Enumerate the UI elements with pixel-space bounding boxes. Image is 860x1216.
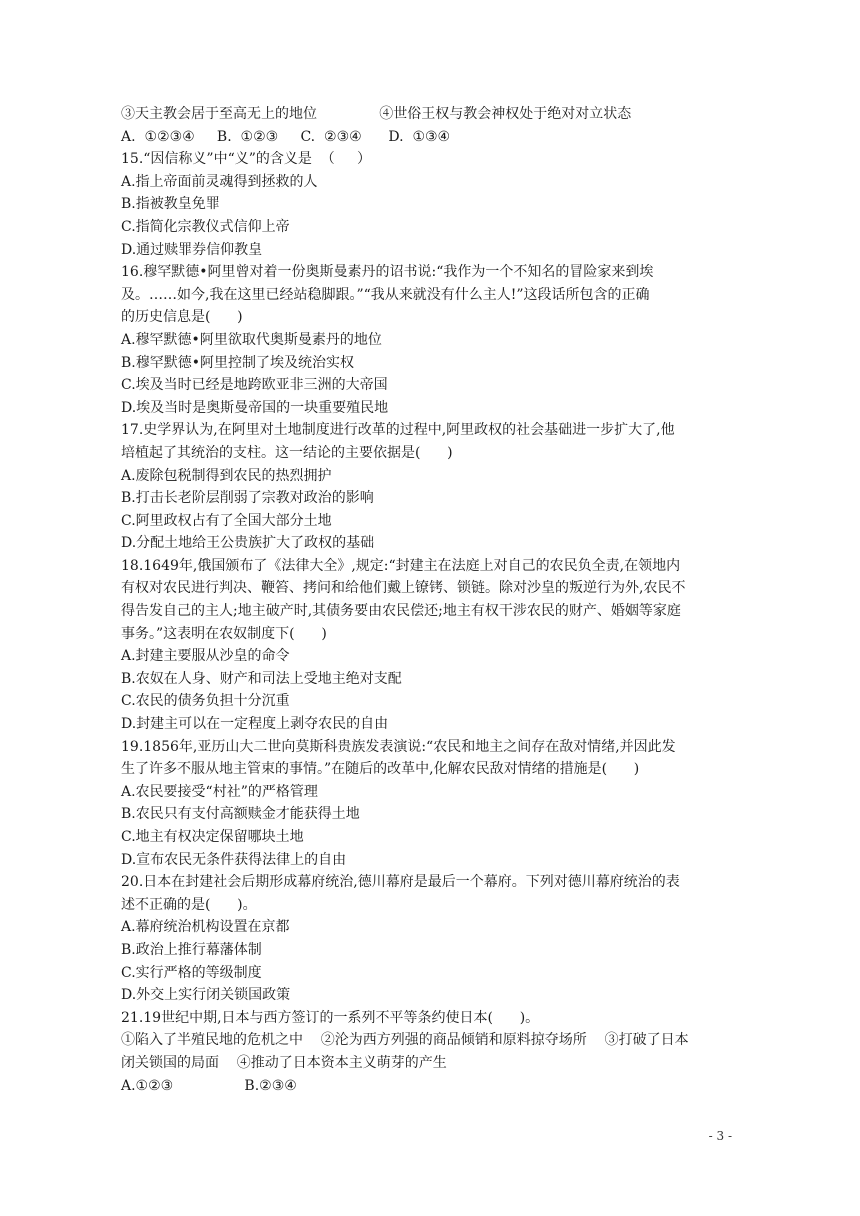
text-line: 及。……如今,我在这里已经站稳脚跟。”“我从来就没有什么主人!”这段话所包含的正确 bbox=[121, 286, 650, 303]
text-line: 16.穆罕默德•阿里曾对着一份奥斯曼素丹的诏书说:“我作为一个不知名的冒险家来到埃 bbox=[121, 264, 654, 281]
text-line: C.埃及当时已经是地跨欧亚非三洲的大帝国 bbox=[121, 377, 388, 394]
text-line: B.农奴在人身、财产和司法上受地主绝对支配 bbox=[121, 670, 402, 687]
text-line: A.封建主要服从沙皇的命令 bbox=[121, 648, 290, 665]
text-line: 的历史信息是( ) bbox=[121, 309, 243, 326]
text-line: 18.1649年,俄国颁布了《法律大全》,规定:“封建主在法庭上对自己的农民负全责,在领地内 bbox=[121, 557, 681, 574]
text-line: A.废除包税制得到农民的热烈拥护 bbox=[121, 467, 332, 484]
text-line: C.农民的债务负担十分沉重 bbox=[121, 693, 290, 710]
text-line: 17.史学界认为,在阿里对土地制度进行改革的过程中,阿里政权的社会基础进一步扩大了,他 bbox=[121, 422, 675, 439]
text-line: B.指被教皇免罪 bbox=[121, 196, 220, 213]
text-line: D.外交上实行闭关锁国政策 bbox=[121, 987, 291, 1004]
text-line: A.①②③ B.②③④ bbox=[121, 1077, 297, 1094]
text-line: 有权对农民进行判决、鞭笞、拷问和给他们戴上镣铐、锁链。除对沙皇的叛逆行为外,农民不 bbox=[121, 580, 686, 597]
text-line: A.农民要接受“村社”的严格管理 bbox=[121, 783, 318, 800]
text-line: 述不正确的是( )。 bbox=[121, 896, 257, 913]
text-line: A.指上帝面前灵魂得到拯救的人 bbox=[121, 173, 318, 190]
text-line: B.穆罕默德•阿里控制了埃及统治实权 bbox=[121, 354, 354, 371]
page-number: - 3 - bbox=[708, 1129, 732, 1143]
text-line: D.宣布农民无条件获得法律上的自由 bbox=[121, 851, 347, 868]
text-line: A. ①②③④ B. ①②③ C. ②③④ D. ①③④ bbox=[121, 128, 451, 145]
text-line: 19.1856年,亚历山大二世向莫斯科贵族发表演说:“农民和地主之间存在敌对情绪,并因此发 bbox=[121, 738, 676, 755]
text-line: A.幕府统治机构设置在京都 bbox=[121, 919, 290, 936]
text-line: C.指简化宗教仪式信仰上帝 bbox=[121, 218, 290, 235]
text-line: ③天主教会居于至高无上的地位 ④世俗王权与教会神权处于绝对对立状态 bbox=[121, 106, 632, 122]
text-line: 15.“因信称义”中“义”的含义是 （ ） bbox=[121, 151, 372, 168]
text-line: C.地主有权决定保留哪块土地 bbox=[121, 829, 304, 845]
text-line: 得告发自己的主人;地主破产时,其债务要由农民偿还;地主有权干涉农民的财产、婚姻等家庭 bbox=[121, 603, 681, 620]
text-line: 生了许多不服从地主管束的事情。”在随后的改革中,化解农民敌对情绪的措施是( ) bbox=[121, 761, 640, 778]
text-line: B.打击长老阶层削弱了宗教对政治的影响 bbox=[121, 490, 374, 507]
text-line: C.实行严格的等级制度 bbox=[121, 964, 262, 981]
text-line: D.分配土地给王公贵族扩大了政权的基础 bbox=[121, 535, 375, 552]
text-line: C.阿里政权占有了全国大部分土地 bbox=[121, 512, 332, 529]
text-line: B.农民只有支付高额赎金才能获得土地 bbox=[121, 806, 360, 823]
text-line: B.政治上推行幕藩体制 bbox=[121, 941, 262, 958]
question-text-body bbox=[121, 103, 741, 1097]
text-line: 21.19世纪中期,日本与西方签订的一系列不平等条约使日本( )。 bbox=[121, 1009, 540, 1026]
text-line: 20.日本在封建社会后期形成幕府统治,德川幕府是最后一个幕府。下列对德川幕府统治的表 bbox=[121, 874, 680, 891]
text-line: A.穆罕默德•阿里欲取代奥斯曼素丹的地位 bbox=[121, 331, 382, 348]
text-line: 闭关锁国的局面 ④推动了日本资本主义萌芽的产生 bbox=[121, 1054, 447, 1071]
text-line: ①陷入了半殖民地的危机之中 ②沦为西方列强的商品倾销和原料掠夺场所 ③打破了日本 bbox=[121, 1032, 689, 1049]
text-line: D.封建主可以在一定程度上剥夺农民的自由 bbox=[121, 716, 389, 733]
text-line: D.埃及当时是奥斯曼帝国的一块重要殖民地 bbox=[121, 399, 389, 416]
text-line: D.通过赎罪券信仰教皇 bbox=[121, 241, 263, 258]
text-line: 事务。”这表明在农奴制度下( ) bbox=[121, 625, 327, 642]
text-line: 培植起了其统治的支柱。这一结论的主要依据是( ) bbox=[121, 444, 453, 461]
